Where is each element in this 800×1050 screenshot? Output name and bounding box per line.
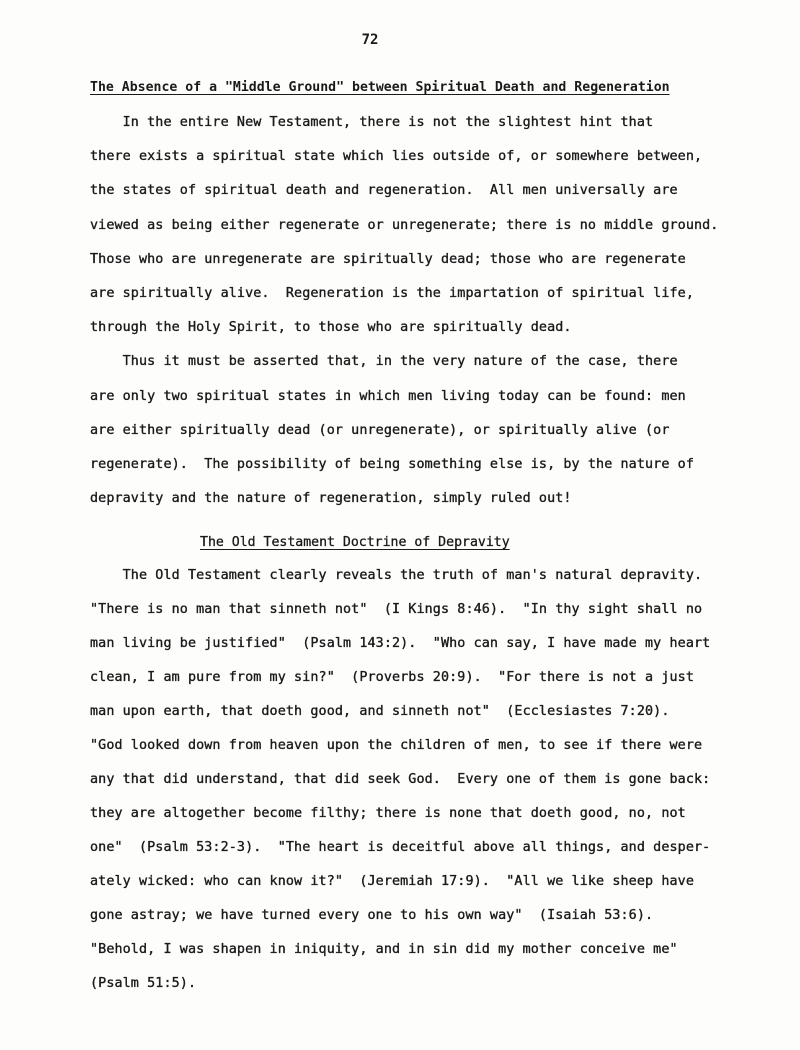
text-line: Thus it must be asserted that, in the very nature of the case, there bbox=[90, 354, 678, 370]
text-line: clean, I am pure from my sin?" (Proverbs 20:9). "For there is not a just bbox=[90, 670, 694, 685]
text-line: any that did understand, that did seek God. Every one of them is gone back: bbox=[90, 772, 711, 787]
text-line: regenerate). The possibility of being something else is, by the nature of bbox=[90, 457, 694, 472]
text-line: "There is no man that sinneth not" (I Kings 8:46). "In thy sight shall no bbox=[90, 602, 703, 617]
text-line: are spiritually alive. Regeneration is the impartation of spiritual life, bbox=[90, 286, 694, 301]
text-line: are either spiritually dead (or unregenerate), or spiritually alive (or bbox=[90, 422, 670, 438]
text-line: depravity and the nature of regeneration, simply ruled out! bbox=[90, 491, 572, 507]
text-line: The Old Testament clearly reveals the truth of man's natural depravity. bbox=[90, 568, 703, 583]
text-line: man living be justified" (Psalm 143:2). "Who can say, I have made my heart bbox=[90, 636, 711, 651]
text-line: man upon earth, that doeth good, and sinneth not" (Ecclesiastes 7:20). bbox=[90, 704, 670, 719]
text-line: there exists a spiritual state which lies outside of, or somewhere between, bbox=[90, 149, 703, 165]
text-line: are only two spiritual states in which men living today can be found: men bbox=[90, 388, 686, 404]
text-line: viewed as being either regenerate or unregenerate; there is no middle ground. bbox=[90, 217, 719, 233]
text-line: the states of spiritual death and regeneration. All men universally are bbox=[90, 183, 678, 199]
text-line: gone astray; we have turned every one to his own way" (Isaiah 53:6). bbox=[90, 908, 654, 923]
text-line: Those who are unregenerate are spiritually dead; those who are regenerate bbox=[90, 251, 686, 267]
section-heading-middle-ground: The Absence of a "Middle Ground" between Spiritual Death and Regeneration bbox=[90, 80, 670, 95]
section-heading-old-testament: The Old Testament Doctrine of Depravity bbox=[200, 535, 510, 550]
page-number: 72 bbox=[361, 32, 379, 48]
text-line: ately wicked: who can know it?" (Jeremiah 17:9). "All we like sheep have bbox=[90, 874, 694, 889]
text-line: (Psalm 51:5). bbox=[90, 976, 197, 991]
text-line: one" (Psalm 53:2-3). "The heart is deceitful above all things, and desper- bbox=[90, 840, 711, 855]
text-line: "God looked down from heaven upon the children of men, to see if there were bbox=[90, 738, 703, 753]
text-line: they are altogether become filthy; there is none that doeth good, no, not bbox=[90, 806, 686, 821]
text-line: "Behold, I was shapen in iniquity, and in sin did my mother conceive me" bbox=[90, 942, 678, 957]
text-line: In the entire New Testament, there is not the slightest hint that bbox=[90, 115, 654, 130]
text-line: through the Holy Spirit, to those who are spiritually dead. bbox=[90, 320, 572, 336]
